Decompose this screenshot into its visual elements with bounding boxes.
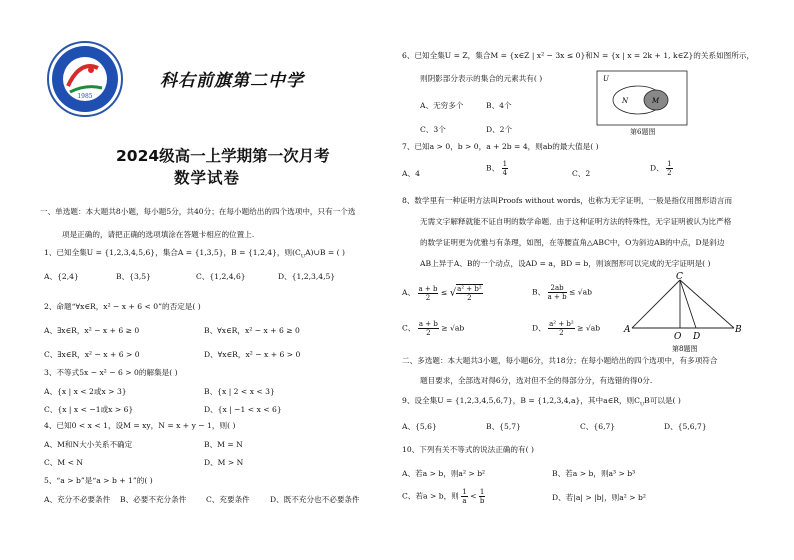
- q10-c-rel: <: [470, 491, 477, 501]
- q7-option-d-label: D、: [650, 163, 664, 173]
- q2-option-c: C、∃x∈R，x² − x + 6 > 0: [44, 350, 140, 359]
- q2-option-b: B、∀x∈R，x² − x + 6 ≥ 0: [204, 326, 300, 335]
- q7-option-d: [650, 160, 673, 177]
- q8-c-den: 2: [426, 329, 431, 337]
- school-name: 科右前旗第二中学: [160, 71, 304, 91]
- q8-d-den: 2: [559, 329, 564, 337]
- q10-c-label: C、若a > b，则: [402, 491, 459, 501]
- q9-option-a: A、{5,6}: [402, 422, 437, 431]
- q1-option-a: A、{2,4}: [44, 272, 79, 281]
- q1-option-d: D、{1,2,3,4,5}: [278, 272, 336, 281]
- q9-option-c: C、{6,7}: [580, 422, 616, 431]
- school-logo: [46, 40, 124, 118]
- q10-c-num1: 1: [462, 488, 467, 496]
- q5-option-c: C、充要条件: [206, 495, 250, 504]
- q10-stem: 10、下列有关不等式的说法正确的有( ): [402, 445, 534, 454]
- q7-stem: 7、已知a > 0，b > 0，a + 2b = 4，则ab的最大值是( ): [402, 142, 599, 151]
- logo-year: 1985: [77, 93, 93, 100]
- q10-option-a: A、若a > b，则a² > b²: [402, 469, 486, 478]
- section1-intro-line2: 项是正确的，请把正确的选项填涂在答题卡相应的位置上.: [62, 230, 255, 239]
- q6-option-b: B、4个: [486, 101, 512, 110]
- venn-label-m: M: [652, 97, 660, 105]
- venn-caption: 第6题图: [630, 128, 656, 136]
- q3-option-b: B、{x | 2 < x < 3}: [204, 387, 275, 396]
- q9-option-d: D、{5,6,7}: [664, 422, 707, 431]
- q5-option-b: B、必要不充分条件: [120, 495, 187, 504]
- q7-d-num: 1: [667, 160, 672, 168]
- q8-option-c: [402, 320, 464, 337]
- venn-label-u: U: [603, 75, 609, 83]
- section2-intro-line1: 二、多选题：本大题共3小题，每小题6分，共18分；在每小题给出的四个选项中，有多项符合: [402, 356, 718, 365]
- q8-line3: 的数学证明更为优雅与有条理，如图，在等腰直角△ABC中，O为斜边AB的中点，D是斜边: [420, 238, 725, 247]
- q8-a-den: 2: [425, 293, 431, 302]
- q8-a-rad-den: 2: [467, 294, 472, 302]
- q9-stem: [402, 396, 681, 410]
- q2-stem: 2、命题“∀x∈R，x² − x + 6 < 0”的否定是( ): [44, 302, 201, 311]
- q8-a-label: A、: [402, 288, 416, 297]
- q8-d-fraction: [548, 320, 575, 337]
- q10-c-fraction2: [479, 488, 485, 505]
- q7-option-d-fraction: [666, 160, 672, 177]
- q6-stem-line2: 则阴影部分表示的集合的元素共有( ): [420, 74, 543, 83]
- q6-stem-line1: 6、已知全集U = Z，集合M = {x∈Z | x² − 3x ≤ 0}和N = {x | x = 2k + 1, k∈Z}的关系如图所示，: [402, 51, 755, 60]
- q8-c-fraction: [418, 320, 439, 337]
- q9-stem-sub: U: [639, 401, 645, 408]
- tri-label-b: B: [735, 325, 742, 335]
- q8-c-num: a + b: [418, 320, 438, 328]
- tri-label-a: A: [624, 325, 631, 335]
- q8-a-rad-num: a² + b²: [457, 285, 482, 293]
- q6-option-a: A、无穷多个: [420, 101, 464, 110]
- q4-option-b: B、M = N: [204, 440, 243, 449]
- q5-option-a: A、充分不必要条件: [44, 495, 111, 504]
- triangle-caption: 第8题图: [672, 345, 698, 353]
- q3-option-c: C、{x | x < −1或x > 6}: [44, 405, 134, 414]
- q8-c-label: C、: [402, 323, 416, 333]
- q6-option-c: C、3个: [420, 125, 446, 134]
- q8-b-den: a + b: [547, 293, 567, 301]
- q8-a-num: a + b: [418, 284, 438, 293]
- q1-stem-text: 1、已知全集U = {1,2,3,4,5,6}，集合A = {1,3,5}，B = {1,2,4}，则(C: [44, 248, 301, 257]
- q9-stem-tail: B可以是( ): [644, 396, 681, 405]
- q8-a-rel: ≤: [440, 288, 448, 297]
- triangle-figure: [622, 270, 746, 354]
- q10-c-den1: a: [462, 497, 467, 505]
- q6-option-d: D、2个: [486, 125, 513, 134]
- tri-label-d: D: [693, 332, 701, 342]
- q7-b-num: 1: [502, 160, 508, 168]
- q8-option-a: A、 $\frac{a + b}{2}$ ≤ √ $\frac{\text{a² + b²}}{2}$: [402, 284, 482, 302]
- q3-stem: 3、不等式5x − x² − 6 > 0的解集是( ): [44, 368, 178, 377]
- venn-label-n: N: [622, 97, 629, 105]
- q5-stem: 5、“a > b”是“a > b + 1”的( ): [44, 476, 153, 485]
- q1-option-b: B、{3,5}: [116, 272, 151, 281]
- q4-option-d: D、M > N: [204, 458, 244, 467]
- q1-stem-tail: A)∪B = ( ): [305, 248, 345, 257]
- q7-d-den: 2: [667, 169, 672, 177]
- tri-label-o: O: [674, 332, 682, 342]
- q1-stem: [44, 248, 345, 262]
- q8-a-fraction: [418, 285, 439, 302]
- section1-intro-line1: 一、单选题：本大题共8小题，每小题5分，共40分；在每小题给出的四个选项中，只有一个选: [40, 207, 356, 216]
- q2-option-d: D、∀x∈R，x² − x + 6 > 0: [204, 350, 301, 359]
- q4-option-c: C、M < N: [44, 458, 84, 467]
- q8-c-rel: ≥ √ab: [441, 323, 465, 333]
- q8-b-label: B、: [532, 287, 546, 297]
- q8-option-b: [532, 284, 592, 301]
- q10-c-num2: 1: [479, 488, 485, 496]
- q8-line2: 无需文字解释就能不证自明的数学命题．由于这种证明方法的特殊性，无字证明被认为比严格: [420, 217, 732, 226]
- q8-d-label: D、: [532, 323, 546, 333]
- q4-stem: 4、已知0 < x < 1，设M = xy，N = x + y − 1，则( ): [44, 421, 236, 430]
- q2-option-a: A、∃x∈R，x² − x + 6 ≥ 0: [44, 326, 140, 335]
- q8-b-num: 2ab: [548, 284, 567, 293]
- q10-option-c: [402, 488, 485, 505]
- q8-line4: AB上异于A、B的一个动点，设AD = a，BD = b，则该图形可以完成的无字证明是( ): [420, 259, 711, 268]
- q7-option-b-fraction: [502, 160, 508, 177]
- q9-option-b: B、{5,7}: [486, 422, 521, 431]
- q8-b-rel: ≤ √ab: [569, 287, 593, 297]
- exam-title: 2024级高一上学期第一次月考: [116, 147, 330, 165]
- q3-option-a: A、{x | x < 2或x > 3}: [44, 387, 127, 396]
- q8-option-d: [532, 320, 600, 337]
- q8-line1: 8、数学里有一种证明方法叫Proofs without words，也称为无字证明，一般是指仅用图形语言而: [402, 196, 733, 205]
- exam-subtitle: 数学试卷: [174, 169, 241, 187]
- q7-option-c: C、2: [572, 169, 591, 178]
- section2-intro-line2: 题目要求，全部选对得6分，选对但不全的得部分分，有选错的得0分.: [420, 376, 653, 385]
- q8-d-rel: ≥ √ab: [577, 323, 601, 333]
- q1-stem-sub: U: [300, 253, 306, 260]
- q4-option-a: A、M和N大小关系不确定: [44, 440, 133, 449]
- q8-a-radicand: [456, 284, 483, 302]
- q7-b-den: 4: [502, 169, 508, 177]
- q7-option-b-label: B、: [486, 163, 500, 173]
- q10-option-d: D、若|a| > |b|，则a² > b²: [552, 493, 646, 502]
- q8-b-fraction: [548, 284, 567, 301]
- tri-label-c: C: [676, 272, 683, 282]
- q9-stem-text: 9、设全集U = {1,2,3,4,5,6,7}，B = {1,2,3,4,a}，其中a∈R，则C: [402, 396, 640, 405]
- q7-option-b: [486, 160, 508, 177]
- q8-d-num: a² + b²: [549, 320, 574, 328]
- q10-option-b: B、若a > b，则a³ > b³: [552, 469, 636, 478]
- q3-option-d: D、{x | −1 < x < 6}: [204, 405, 282, 414]
- q10-c-den2: b: [479, 497, 485, 505]
- q1-option-c: C、{1,2,4,6}: [196, 272, 246, 281]
- q7-option-a: A、4: [402, 169, 420, 178]
- q10-c-fraction1: [461, 488, 467, 505]
- q5-option-d: D、既不充分也不必要条件: [270, 495, 360, 504]
